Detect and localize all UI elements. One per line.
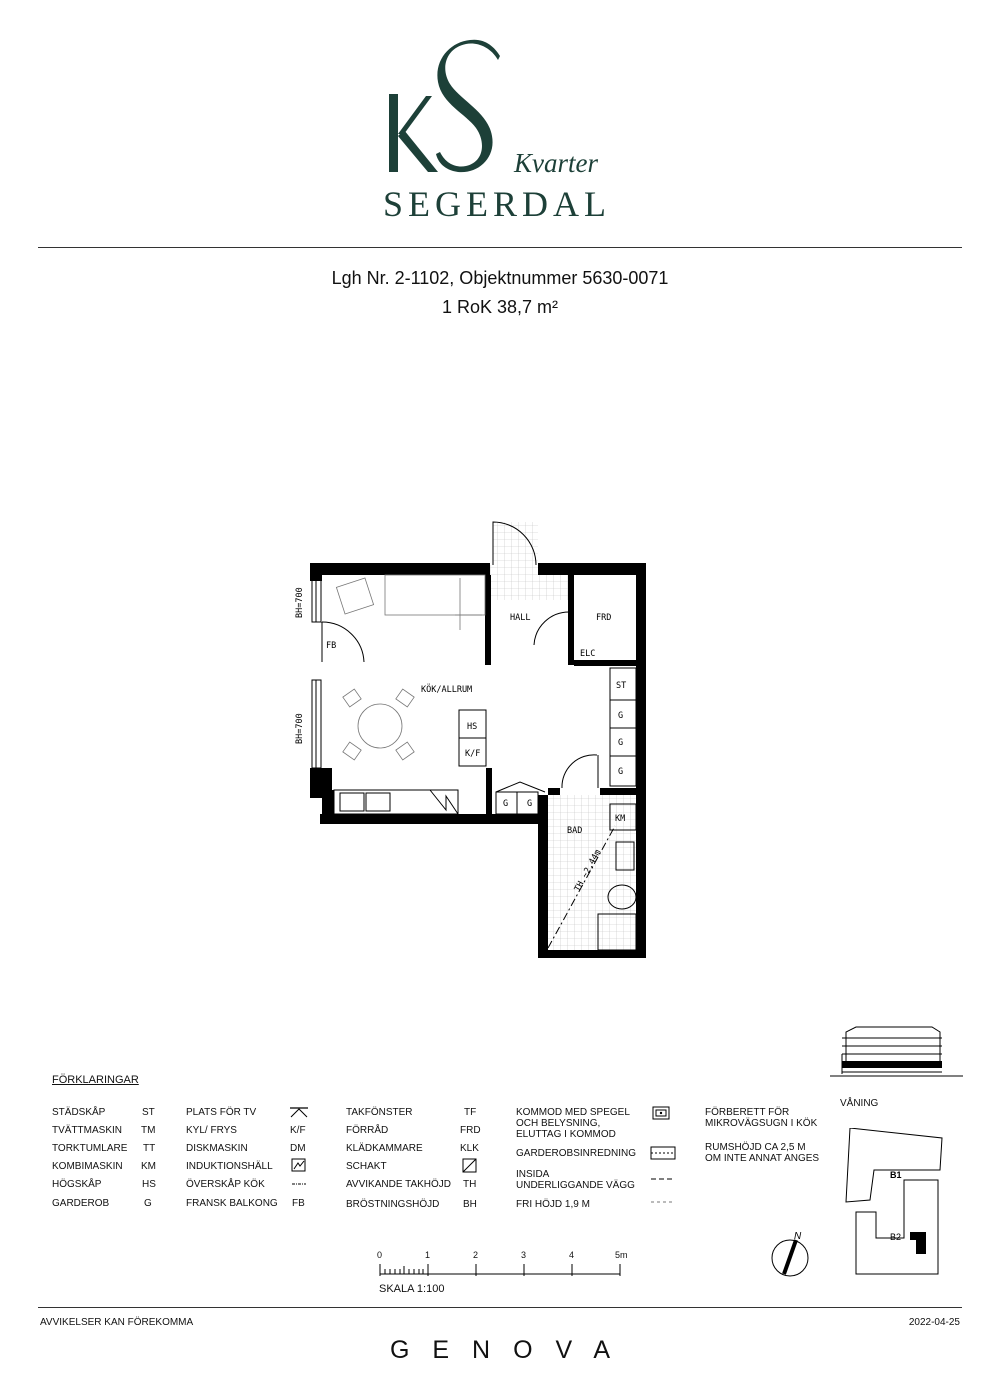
legend-code: DM xyxy=(290,1143,306,1154)
legend-item: MIKROVÄGSUGN I KÖK xyxy=(705,1118,818,1129)
legend-item: TVÄTTMASKIN xyxy=(52,1125,123,1136)
label-g4: G xyxy=(503,799,509,809)
legend-item: BRÖSTNINGSHÖJD xyxy=(346,1199,440,1210)
legend-item: INDUKTIONSHÄLL xyxy=(186,1161,273,1172)
brand-segerdal: SEGERDAL xyxy=(383,184,611,224)
legend-item: RUMSHÖJD CA 2,5 M xyxy=(705,1142,806,1153)
legend-code: FB xyxy=(292,1198,305,1209)
legend-title: FÖRKLARINGAR xyxy=(52,1074,139,1086)
legend-item: ÖVERSKÅP KÖK xyxy=(186,1179,265,1190)
legend-item: KLÄDKAMMARE xyxy=(346,1143,423,1154)
legend-code: BH xyxy=(463,1199,477,1210)
legend-item: DISKMASKIN xyxy=(186,1143,248,1154)
legend-item: OM INTE ANNAT ANGES xyxy=(705,1153,820,1164)
label-hall: HALL xyxy=(510,613,531,623)
footer-divider xyxy=(38,1307,962,1308)
label-frd: FRD xyxy=(596,613,612,623)
legend-code: KLK xyxy=(460,1143,479,1154)
label-g2: G xyxy=(618,738,624,748)
legend-code: ST xyxy=(142,1107,155,1118)
kitchen-counter xyxy=(334,790,458,814)
scale-label: SKALA 1:100 xyxy=(379,1283,445,1295)
apartment-title: Lgh Nr. 2-1102, Objektnummer 5630-0071 xyxy=(331,268,669,288)
legend-item: UNDERLIGGANDE VÄGG xyxy=(516,1180,635,1191)
developer-logo: GENOVA xyxy=(389,1336,634,1364)
legend-item: OCH BELYSNING, xyxy=(516,1118,601,1129)
legend-code: FRD xyxy=(460,1125,481,1136)
legend-item: PLATS FÖR TV xyxy=(186,1107,257,1118)
legend-code: TT xyxy=(143,1143,156,1154)
scale-tick: 2 xyxy=(473,1250,479,1260)
label-bh-bottom: BH=700 xyxy=(295,713,305,744)
legend-item: HÖGSKÅP xyxy=(52,1179,102,1190)
building-section xyxy=(830,1024,965,1084)
document-date: 2022-04-25 xyxy=(908,1317,960,1328)
vanity-mirror-icon xyxy=(652,1106,670,1120)
label-g3: G xyxy=(618,767,624,777)
legend-item: TAKFÖNSTER xyxy=(346,1107,413,1118)
legend-code: HS xyxy=(142,1179,156,1190)
apartment-size: 1 RoK 38,7 m² xyxy=(441,297,559,317)
label-elc: ELC xyxy=(580,649,596,659)
legend-item: FÖRRÅD xyxy=(346,1125,389,1136)
disclaimer: AVVIKELSER KAN FÖREKOMMA xyxy=(40,1317,194,1328)
doors xyxy=(322,522,598,792)
legend-code: G xyxy=(144,1198,152,1209)
label-kok: KÖK/ALLRUM xyxy=(421,685,473,695)
label-hs: HS xyxy=(467,722,478,732)
furniture xyxy=(336,575,485,760)
legend-item: SCHAKT xyxy=(346,1161,387,1172)
legend-item: ELUTTAG I KOMMOD xyxy=(516,1129,616,1140)
scale-tick: 1 xyxy=(425,1250,431,1260)
brand-kvarter: Kvarter xyxy=(514,148,598,178)
label-km: KM xyxy=(615,814,626,824)
shaft-icon xyxy=(462,1158,478,1173)
legend-code: TH xyxy=(463,1179,477,1190)
scale-bar xyxy=(376,1262,626,1280)
floor-b1: B1 xyxy=(890,1170,902,1180)
floor-plan xyxy=(270,515,660,965)
legend-item: GARDEROB xyxy=(52,1198,110,1209)
legend-code: TM xyxy=(141,1125,156,1136)
legend-item: KOMBIMASKIN xyxy=(52,1161,123,1172)
legend-item: STÄDSKÅP xyxy=(52,1107,106,1118)
legend-code: KM xyxy=(141,1161,156,1172)
label-g5: G xyxy=(527,799,533,809)
header-divider xyxy=(38,247,962,248)
scale-tick: 3 xyxy=(521,1250,527,1260)
wall-cabinet-icon xyxy=(291,1181,307,1187)
legend-item: AVVIKANDE TAKHÖJD xyxy=(346,1179,452,1190)
tv-icon xyxy=(288,1106,310,1118)
label-st: ST xyxy=(616,681,627,691)
label-kf: K/F xyxy=(465,749,481,759)
legend-code: TF xyxy=(464,1107,477,1118)
legend-item: INSIDA xyxy=(516,1169,550,1180)
free-height-icon xyxy=(650,1199,676,1205)
windows xyxy=(312,580,321,768)
scale-tick: 0 xyxy=(377,1250,383,1260)
legend-item: FRANSK BALKONG xyxy=(186,1198,278,1209)
compass-icon xyxy=(768,1228,816,1278)
legend-item: FRI HÖJD 1,9 M xyxy=(516,1199,590,1210)
legend-item: TORKTUMLARE xyxy=(52,1143,128,1154)
legend-item: KOMMOD MED SPEGEL xyxy=(516,1107,630,1118)
legend-item: FÖRBERETT FÖR xyxy=(705,1107,790,1118)
label-bh-top: BH=700 xyxy=(295,587,305,618)
wardrobe-fitting-icon xyxy=(650,1146,676,1160)
label-th: TH ~2,44m xyxy=(572,848,604,894)
scale-tick: 5m xyxy=(615,1250,628,1260)
floor-b2: B2 xyxy=(890,1232,902,1242)
induction-hob-icon xyxy=(291,1158,307,1172)
legend-item: KYL/ FRYS xyxy=(186,1125,237,1136)
compass-north: N xyxy=(794,1231,802,1242)
floor-key-label: VÅNING xyxy=(840,1098,879,1109)
brand-monogram xyxy=(380,38,520,178)
label-fb: FB xyxy=(326,641,337,651)
underlying-wall-icon xyxy=(650,1176,676,1182)
scale-tick: 4 xyxy=(569,1250,575,1260)
label-bad: BAD xyxy=(567,826,583,836)
legend-item: GARDEROBSINREDNING xyxy=(516,1148,637,1159)
legend-code: K/F xyxy=(290,1125,306,1136)
site-plan xyxy=(840,1128,950,1278)
label-g1: G xyxy=(618,711,624,721)
